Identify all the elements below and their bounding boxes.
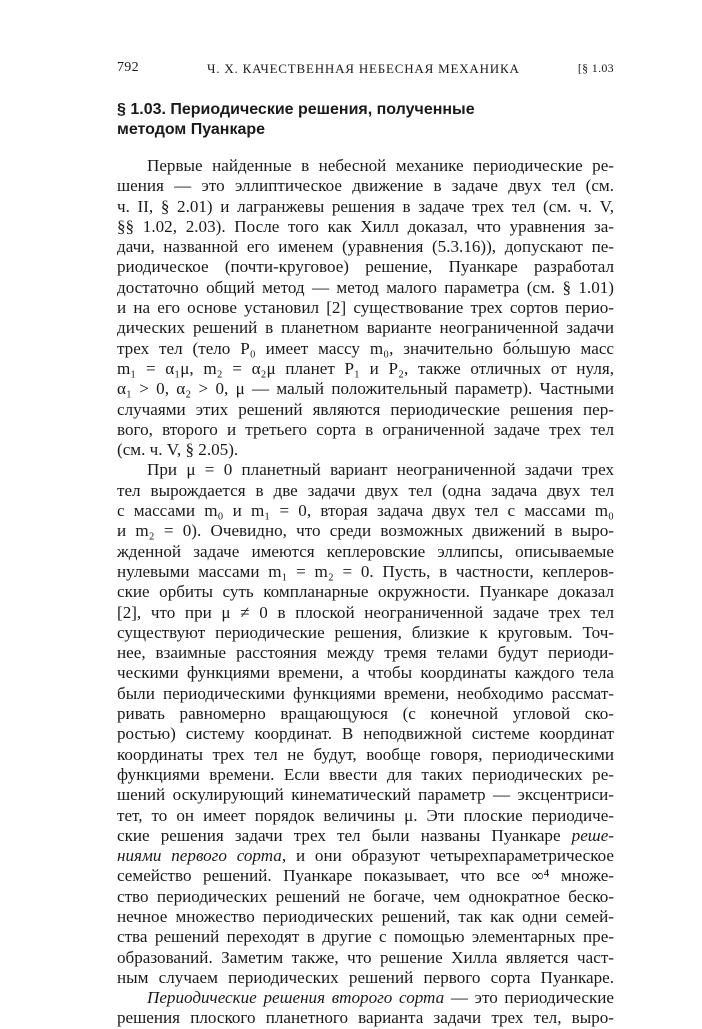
text-line: нее, взаимные расстояния между тремя телами будут периоди- — [117, 643, 614, 663]
text-fragment: , и они образуют четырехпараметрическое — [281, 846, 614, 866]
text-line: координаты трех тел не будут, вообще говоря, периодическими — [117, 744, 614, 764]
text-line: (см. ч. V, § 2.05). — [117, 440, 239, 460]
text-line: тет, то он имеет порядок величины μ. Эти плоские периодиче- — [117, 805, 614, 825]
text-line: функциями времени. Если ввести для таких периодических ре- — [117, 764, 614, 784]
text-line: ства решений переходят в другие с помощью элементарных пре- — [117, 927, 614, 947]
italic-term: Периодические решения второго сорта — [147, 988, 445, 1008]
text-line: Первые найденные в небесной механике периодические ре- — [147, 156, 614, 175]
text-fragment: ские решения задачи трех тел были названы Пуанкаре — [117, 825, 572, 845]
text-line: шения — это эллиптическое движение в задаче двух тел (см. — [117, 176, 614, 196]
text-line: решения плоского планетного варианта задачи трех тел, выро- — [117, 1008, 614, 1028]
text-line: и m₂ = 0). Очевидно, что среди возможных движений в выро- — [117, 521, 614, 541]
text-line: с массами m₀ и m₁ = 0, вторая задача двух тел с массами m₀ — [117, 501, 614, 521]
text-line: тел вырождается в две задачи двух тел (одна задача двух тел — [117, 480, 614, 500]
text-line: ривать равномерно вращающуюся (с конечной угловой ско- — [117, 704, 614, 724]
text-line: m₁ = α₁μ, m₂ = α₂μ планет P₁ и P₂, также отличных от нуля, — [117, 358, 614, 378]
italic-term: ниями первого сорта — [117, 846, 282, 866]
text-line: семейство решений. Пуанкаре показывает, что все ∞⁴ множе- — [117, 866, 614, 886]
text-fragment: — это периодические — [444, 988, 614, 1008]
text-line: достаточно общий метод — метод малого параметра (см. § 1.01) — [117, 277, 614, 297]
section-reference: [§ 1.03 — [577, 61, 614, 75]
text-line: и на его основе установил [2] существование трех сортов перио- — [117, 298, 614, 318]
text-line: были периодическими функциями времени, необходимо рассмат- — [117, 683, 614, 703]
text-line: ческими функциями времени, а чтобы координаты каждого тела — [117, 663, 614, 683]
text-line: трех тел (тело P₀ имеет массу m₀, значительно бо́льшую масс — [117, 338, 614, 358]
text-line: При μ = 0 планетный вариант неограниченной задачи трех — [147, 460, 614, 480]
section-heading-line: методом Пуанкаре — [117, 121, 266, 138]
italic-term: реше- — [571, 825, 614, 845]
text-line: вого, второго и третьего сорта в ограниченной задаче трех тел — [117, 419, 614, 439]
section-heading-line: § 1.03. Периодические решения, полученные — [117, 101, 475, 118]
text-line: дических решений в планетном варианте неограниченной задачи — [117, 318, 614, 338]
text-line: ч. II, § 2.01) и лагранжевы решения в задаче трех тел (см. ч. V, — [117, 196, 614, 216]
running-title: Ч. X. КАЧЕСТВЕННАЯ НЕБЕСНАЯ МЕХАНИКА — [207, 61, 520, 76]
text-line: нечное множество периодических решений, так как одни семей- — [117, 906, 614, 926]
text-line: ство периодических решений не богаче, чем однократное беско- — [117, 886, 614, 906]
text-line: существуют периодические решения, близкие к круговым. Точ- — [117, 622, 614, 642]
page-header — [117, 60, 614, 82]
text-line: ным случаем периодических решений первого сорта Пуанкаре. — [117, 967, 614, 987]
text-line: [2], что при μ ≠ 0 в плоской неограниченной задаче трех тел — [117, 602, 614, 622]
text-line: §§ 1.02, 2.03). После того как Хилл доказал, что уравнения за- — [117, 216, 614, 236]
text-line — [117, 988, 614, 1008]
text-line: нулевыми массами m₁ = m₂ = 0. Пусть, в частности, кеплеров- — [117, 561, 614, 581]
text-line: риодическое (почти-круговое) решение, Пуанкаре разработал — [117, 257, 614, 277]
section-heading — [117, 100, 557, 140]
text-line — [117, 846, 614, 866]
text-line: ские орбиты суть компланарные окружности. Пуанкаре доказал — [117, 582, 614, 602]
text-line — [117, 826, 614, 846]
page-number: 792 — [117, 60, 139, 75]
text-line: ростью) систему координат. В неподвижной системе координат — [117, 724, 614, 744]
text-line: шений оскулирующий кинематический параметр — эксцентриси- — [117, 785, 614, 805]
text-line: жденной задаче имеются кеплеровские эллипсы, описываемые — [117, 541, 614, 561]
text-line: дачи, названной его именем (уравнения (5.3.16)), допускают пе- — [117, 237, 614, 257]
text-line: α₁ > 0, α₂ > 0, μ — малый положительный параметр). Частными — [117, 379, 614, 399]
text-line: образований. Заметим также, что решение Хилла является част- — [117, 947, 614, 967]
body-text — [117, 156, 614, 1029]
text-line: случаями этих решений являются периодические решения пер- — [117, 399, 614, 419]
